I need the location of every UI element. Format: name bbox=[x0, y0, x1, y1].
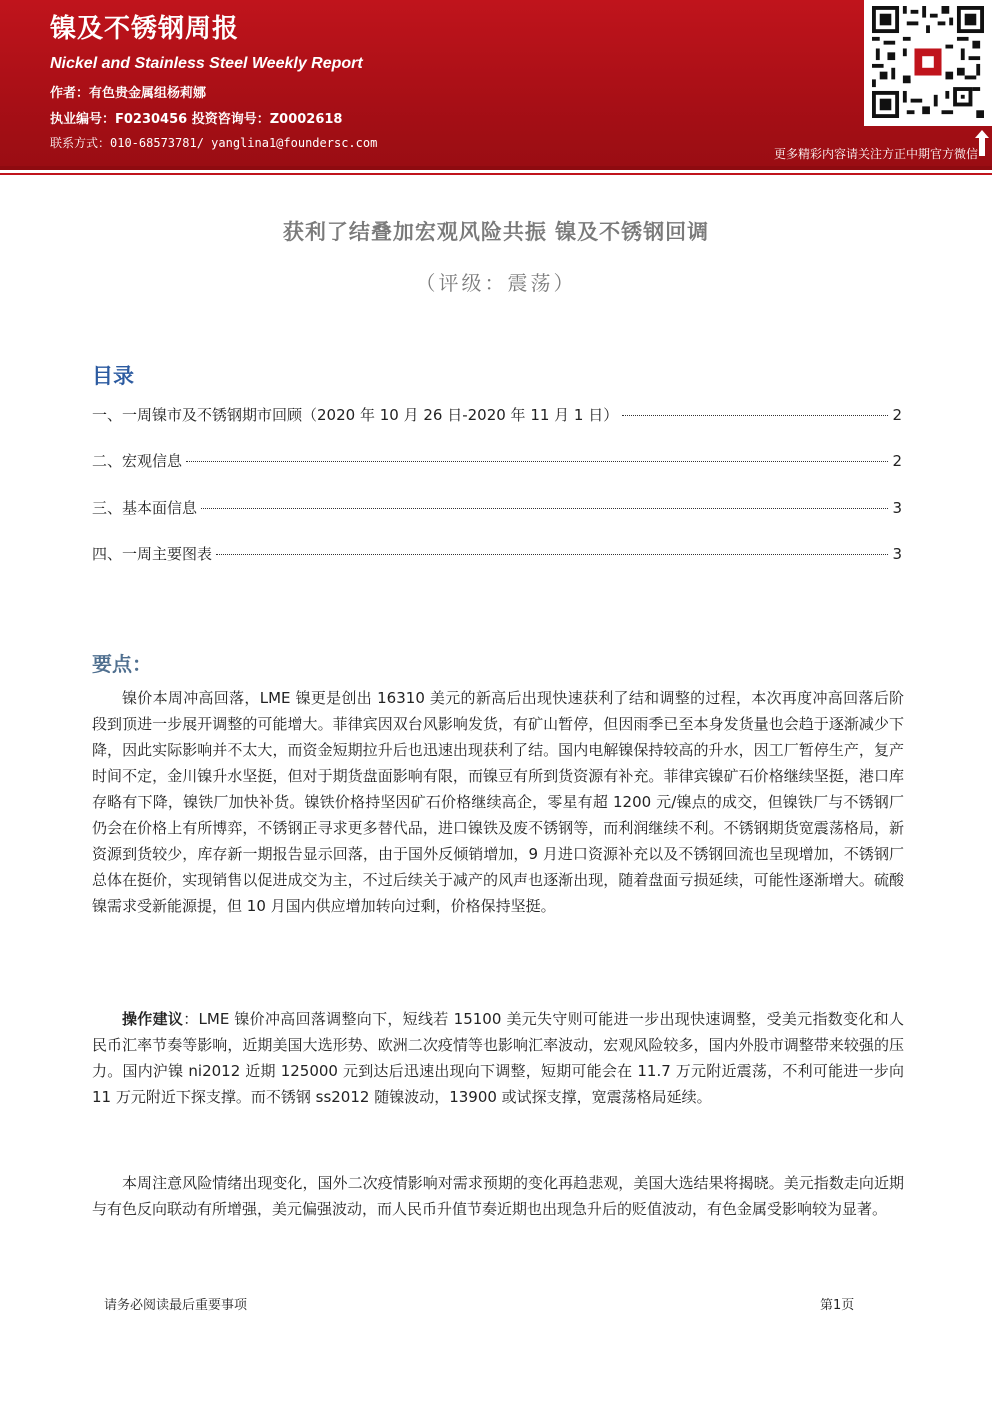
footer-page-number: 第1页 bbox=[820, 1298, 855, 1313]
toc-entry-label: 二、宏观信息 bbox=[92, 452, 183, 470]
toc-leader bbox=[622, 415, 888, 416]
toc-leader bbox=[216, 554, 888, 555]
license-line: 执业编号：F0230456 投资咨询号：Z0002618 bbox=[50, 112, 343, 127]
footer-notice: 请务必阅读最后重要事项 bbox=[104, 1298, 248, 1313]
qr-caption: 更多精彩内容请关注方正中期官方微信 bbox=[773, 147, 978, 161]
document-title: 获利了结叠加宏观风险共振 镍及不锈钢回调 bbox=[282, 220, 710, 244]
toc-entry[interactable] bbox=[92, 404, 902, 428]
document-rating: （评级：震荡） bbox=[415, 271, 577, 295]
header-divider bbox=[0, 166, 992, 170]
toc-entry-page: 2 bbox=[892, 452, 902, 470]
toc-entry-label: 四、一周主要图表 bbox=[92, 545, 213, 563]
toc-entry[interactable] bbox=[92, 497, 902, 521]
author-line: 作者：有色贵金属组杨莉娜 bbox=[50, 86, 207, 101]
header-divider-thin bbox=[0, 173, 992, 175]
report-title: 镍及不锈钢周报 bbox=[50, 14, 240, 44]
operation-advice-text: ：LME 镍价冲高回落调整向下，短线若 15100 美元失守则可能进一步出现快速调整，受美元指数变化和人民币汇率节奏等影响，近期美国大选形势、欧洲二次疫情等也影响汇率波动，宏观风险较多，国内外股市调整带来较强的压力。国内沪镍 ni2012 近期 125000 元到达后迅速出现向下调整，短期可能会在 11.7 万元附近震荡，不利可能进一步向 11 万元附近下探支撑。而不锈钢 ss2012 随镍波动，13900 或试探支撑，宽震荡格局延续。 bbox=[92, 1010, 904, 1106]
toc-entry-page: 3 bbox=[892, 545, 902, 563]
toc-entry-label: 一、一周镍市及不锈钢期市回顾（2020 年 10 月 26 日-2020 年 11 月 1 日） bbox=[92, 406, 619, 424]
qr-code-icon bbox=[864, 0, 992, 126]
operation-advice-label: 操作建议 bbox=[122, 1010, 184, 1028]
toc-leader bbox=[201, 508, 888, 509]
key-points-heading: 要点： bbox=[92, 652, 152, 676]
contact-line: 联系方式：010-68573781/ yanglina1@foundersc.com bbox=[50, 136, 378, 150]
report-subtitle: Nickel and Stainless Steel Weekly Report bbox=[50, 55, 363, 72]
operation-advice-paragraph bbox=[92, 1006, 904, 1110]
key-points-paragraph-1: 镍价本周冲高回落，LME 镍更是创出 16310 美元的新高后出现快速获利了结和调整的过程，本次再度冲高回落后阶段到顶进一步展开调整的可能增大。菲律宾因双台风影响发货，有矿山暂停，但因雨季已至本身发货量也会趋于逐渐减少下降，因此实际影响并不太大，而资金短期拉升后也迅速出现获利了结。国内电解镍保持较高的升水，因工厂暂停生产，复产时间不定，金川镍升水坚挺，但对于期货盘面影响有限，而镍豆有所到货资源有补充。菲律宾镍矿石价格继续坚挺，港口库存略有下降，镍铁厂加快补货。镍铁价格持坚因矿石价格继续高企，零星有超 1200 元/镍点的成交，但镍铁厂与不锈钢厂仍会在价格上有所博弈，不锈钢正寻求更多替代品，进口镍铁及废不锈钢等，而利润继续不利。不锈钢期货宽震荡格局，新资源到货较少，库存新一期报告显示回落，由于国外反倾销增加，9 月进口资源补充以及不锈钢回流也呈现增加，不锈钢厂总体在挺价，实现销售以促进成交为主，不过后续关于减产的风声也逐渐出现，随着盘面亏损延续，可能性逐渐增大。硫酸镍需求受新能源提，但 10 月国内供应增加转向过剩，价格保持坚挺。 bbox=[92, 689, 904, 915]
toc-entry-page: 3 bbox=[892, 499, 902, 517]
toc-entry-page: 2 bbox=[892, 406, 902, 424]
key-points-paragraph-3: 本周注意风险情绪出现变化，国外二次疫情影响对需求预期的变化再趋悲观，美国大选结果将揭晓。美元指数走向近期与有色反向联动有所增强，美元偏强波动，而人民币升值节奏近期也出现急升后的贬值波动，有色金属受影响较为显著。 bbox=[92, 1174, 904, 1218]
toc-entry[interactable] bbox=[92, 450, 902, 474]
toc-entry[interactable] bbox=[92, 543, 902, 567]
toc-heading: 目录 bbox=[92, 364, 134, 388]
arrow-up-icon bbox=[975, 130, 989, 156]
toc-leader bbox=[186, 461, 888, 462]
toc-entry-label: 三、基本面信息 bbox=[92, 499, 198, 517]
